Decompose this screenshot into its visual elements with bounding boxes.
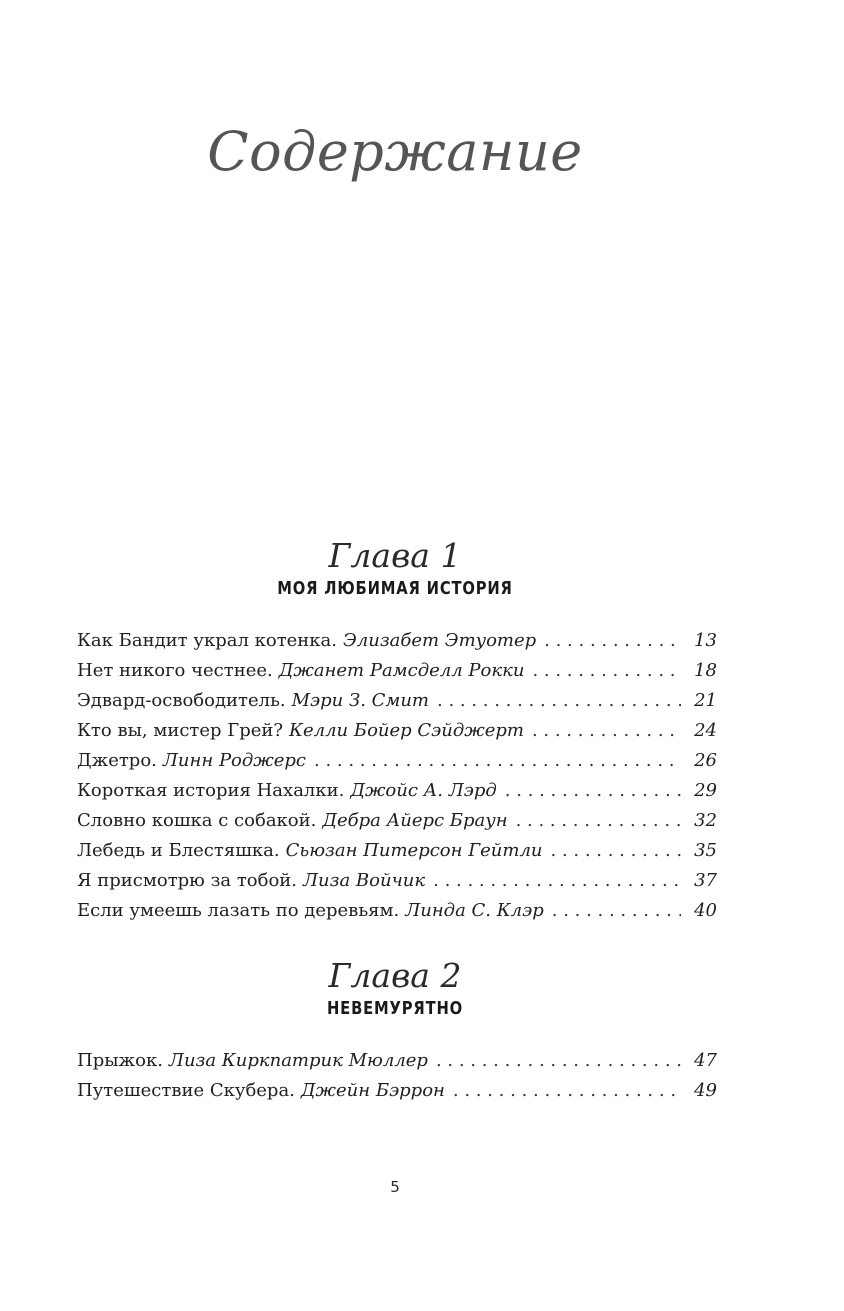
toc-entry[interactable]: [77, 720, 717, 750]
toc-entry[interactable]: [77, 750, 717, 780]
dot-leader: [532, 660, 681, 681]
toc-entry[interactable]: [77, 1050, 717, 1080]
page-title: Содержание: [207, 120, 583, 183]
toc-entry[interactable]: [77, 690, 717, 720]
toc-entry-page: 32: [694, 810, 717, 831]
toc-entry-title: Короткая история Нахалки.: [77, 780, 345, 801]
toc-entry-title: Кто вы, мистер Грей?: [77, 720, 284, 741]
toc-entry-author: Линн Роджерс: [162, 750, 307, 771]
dot-leader: [552, 900, 681, 921]
toc-entry-page: 18: [694, 660, 717, 681]
dot-leader: [453, 1080, 681, 1101]
toc-entry-page: 47: [694, 1050, 717, 1071]
toc-entry-title: Джетро.: [77, 750, 157, 771]
chapter-subtitle: МОЯ ЛЮБИМАЯ ИСТОРИЯ: [277, 578, 513, 599]
dot-leader: [551, 840, 681, 861]
dot-leader: [516, 810, 681, 831]
toc-entry-author: Келли Бойер Сэйджерт: [289, 720, 524, 741]
toc-entry-title: Нет никого честнее.: [77, 660, 273, 681]
toc-entry-title: Прыжок.: [77, 1050, 163, 1071]
toc-entry-title: Я присмотрю за тобой.: [77, 870, 298, 891]
toc-entry-title: Лебедь и Блестяшка.: [77, 840, 280, 861]
toc-entry[interactable]: [77, 900, 717, 930]
toc-entry-author: Джанет Рамсделл Рокки: [278, 660, 525, 681]
toc-entry-page: 13: [694, 630, 717, 651]
page-number: 5: [390, 1178, 400, 1196]
toc-entry-author: Джойс А. Лэрд: [350, 780, 497, 801]
toc-entry-title: Эдвард-освободитель.: [77, 690, 286, 711]
dot-leader: [314, 750, 681, 771]
toc-entry[interactable]: [77, 840, 717, 870]
toc-entry[interactable]: [77, 810, 717, 840]
dot-leader: [436, 1050, 681, 1071]
toc-entry-author: Элизабет Этуотер: [343, 630, 537, 651]
chapter-heading: Глава 1: [328, 536, 462, 575]
toc-entry-page: 26: [694, 750, 717, 771]
toc-entry-author: Джейн Бэррон: [300, 1080, 445, 1101]
toc-list-chapter-2: [77, 1050, 717, 1110]
toc-entry[interactable]: [77, 630, 717, 660]
chapter-2-header: [0, 956, 790, 1022]
toc-entry-title: Путешествие Скубера.: [77, 1080, 295, 1101]
toc-entry-page: 49: [694, 1080, 717, 1101]
dot-leader: [505, 780, 681, 801]
toc-entry-page: 35: [694, 840, 717, 861]
toc-entry-page: 37: [694, 870, 717, 891]
toc-entry-page: 40: [694, 900, 717, 921]
toc-entry[interactable]: [77, 780, 717, 810]
chapter-1-header: [0, 536, 790, 602]
toc-entry[interactable]: [77, 1080, 717, 1110]
toc-entry-title: Словно кошка с собакой.: [77, 810, 317, 831]
dot-leader: [433, 870, 681, 891]
toc-entry[interactable]: [77, 870, 717, 900]
dot-leader: [437, 690, 681, 711]
toc-entry-title: Как Бандит украл котенка.: [77, 630, 337, 651]
toc-entry-page: 29: [694, 780, 717, 801]
toc-entry-title: Если умеешь лазать по деревьям.: [77, 900, 400, 921]
toc-entry-author: Линда С. Клэр: [405, 900, 544, 921]
dot-leader: [544, 630, 681, 651]
toc-entry-page: 24: [694, 720, 717, 741]
toc-entry-author: Лиза Войчик: [303, 870, 426, 891]
toc-entry-author: Мэри З. Смит: [291, 690, 429, 711]
chapter-heading: Глава 2: [328, 956, 462, 995]
toc-entry-author: Лиза Киркпатрик Мюллер: [168, 1050, 428, 1071]
toc-entry[interactable]: [77, 660, 717, 690]
toc-entry-page: 21: [694, 690, 717, 711]
toc-entry-author: Сьюзан Питерсон Гейтли: [285, 840, 543, 861]
dot-leader: [532, 720, 681, 741]
toc-entry-author: Дебра Айерс Браун: [322, 810, 508, 831]
toc-list-chapter-1: [77, 630, 717, 930]
chapter-subtitle: НЕВЕМУРЯТНО: [326, 998, 464, 1019]
